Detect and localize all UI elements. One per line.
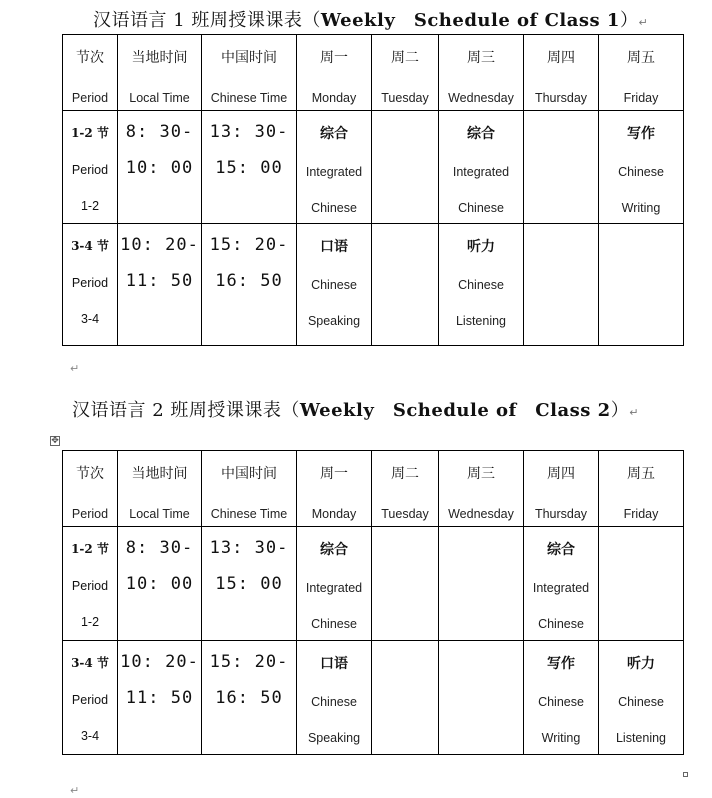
course-cell-friday: 听力 Chinese Listening [599, 641, 684, 755]
course-cell-friday: 写作 Chinese Writing [599, 111, 684, 224]
header-thursday: 周四 Thursday [524, 35, 599, 111]
local-time-cell: 10: 20- 11: 50 [118, 224, 202, 346]
header-tuesday: 周二 Tuesday [372, 35, 439, 111]
course-cell-monday: 口语 Chinese Speaking [297, 641, 372, 755]
header-friday: 周五 Friday [599, 451, 684, 527]
course-cell-tuesday [372, 224, 439, 346]
end-mark: ↵ [70, 784, 80, 797]
period-cell: 1-2 节 Period 1-2 [63, 527, 118, 641]
header-wednesday: 周三 Wednesday [439, 451, 524, 527]
course-cell-tuesday [372, 111, 439, 224]
table-row [63, 527, 684, 641]
local-time-cell: 8: 30- 10: 00 [118, 527, 202, 641]
paragraph-mark: ↵ [70, 362, 80, 375]
course-cell-friday [599, 224, 684, 346]
header-chinese-time: 中国时间 Chinese Time [202, 451, 297, 527]
schedule-table-class1[interactable] [62, 34, 684, 346]
title-zh: 汉语语言 1 班周授课课表（ [93, 10, 321, 31]
title-en: Weekly Schedule of Class 2 [299, 400, 611, 421]
course-cell-thursday: 综合 Integrated Chinese [524, 527, 599, 641]
header-period: 节次 Period [63, 451, 118, 527]
title-zh: 汉语语言 2 班周授课课表（ [72, 400, 300, 421]
period-cell: 3-4 节 Period 3-4 [63, 641, 118, 755]
paragraph-mark: ↵ [629, 406, 639, 419]
course-cell-monday: 综合 Integrated Chinese [297, 111, 372, 224]
table-row [63, 224, 684, 346]
header-friday: 周五 Friday [599, 35, 684, 111]
course-cell-wednesday [439, 641, 524, 755]
paragraph-mark: ↵ [638, 16, 649, 29]
table-move-handle-icon[interactable]: ✥ [51, 436, 59, 446]
header-monday: 周一 Monday [297, 451, 372, 527]
course-cell-thursday [524, 224, 599, 346]
course-cell-thursday [524, 111, 599, 224]
header-local-time: 当地时间 Local Time [118, 35, 202, 111]
period-cell: 3-4 节 Period 3-4 [63, 224, 118, 346]
local-time-cell: 10: 20- 11: 50 [118, 641, 202, 755]
course-cell-monday: 口语 Chinese Speaking [297, 224, 372, 346]
local-time-cell: 8: 30- 10: 00 [118, 111, 202, 224]
chinese-time-cell: 13: 30- 15: 00 [202, 527, 297, 641]
chinese-time-cell: 15: 20- 16: 50 [202, 641, 297, 755]
schedule-title-class1 [93, 6, 648, 32]
schedule-title-class2 [72, 396, 639, 422]
course-cell-tuesday [372, 641, 439, 755]
header-monday: 周一 Monday [297, 35, 372, 111]
table-row [63, 111, 684, 224]
header-chinese-time: 中国时间 Chinese Time [202, 35, 297, 111]
table-row [63, 641, 684, 755]
title-end: ） [610, 400, 630, 421]
header-local-time: 当地时间 Local Time [118, 451, 202, 527]
period-cell: 1-2 节 Period 1-2 [63, 111, 118, 224]
header-row [63, 451, 684, 527]
course-cell-wednesday [439, 527, 524, 641]
chinese-time-cell: 15: 20- 16: 50 [202, 224, 297, 346]
course-cell-tuesday [372, 527, 439, 641]
header-thursday: 周四 Thursday [524, 451, 599, 527]
course-cell-monday: 综合 Integrated Chinese [297, 527, 372, 641]
course-cell-wednesday: 综合 Integrated Chinese [439, 111, 524, 224]
table-resize-handle[interactable] [683, 772, 688, 777]
chinese-time-cell: 13: 30- 15: 00 [202, 111, 297, 224]
course-cell-wednesday: 听力 Chinese Listening [439, 224, 524, 346]
title-en: Weekly Schedule of Class 1 [320, 10, 620, 31]
header-wednesday: 周三 Wednesday [439, 35, 524, 111]
course-cell-friday [599, 527, 684, 641]
header-period: 节次 Period [63, 35, 118, 111]
course-cell-thursday: 写作 Chinese Writing [524, 641, 599, 755]
title-end: ） [619, 10, 639, 31]
header-row [63, 35, 684, 111]
schedule-table-class2[interactable] [62, 450, 684, 755]
header-tuesday: 周二 Tuesday [372, 451, 439, 527]
